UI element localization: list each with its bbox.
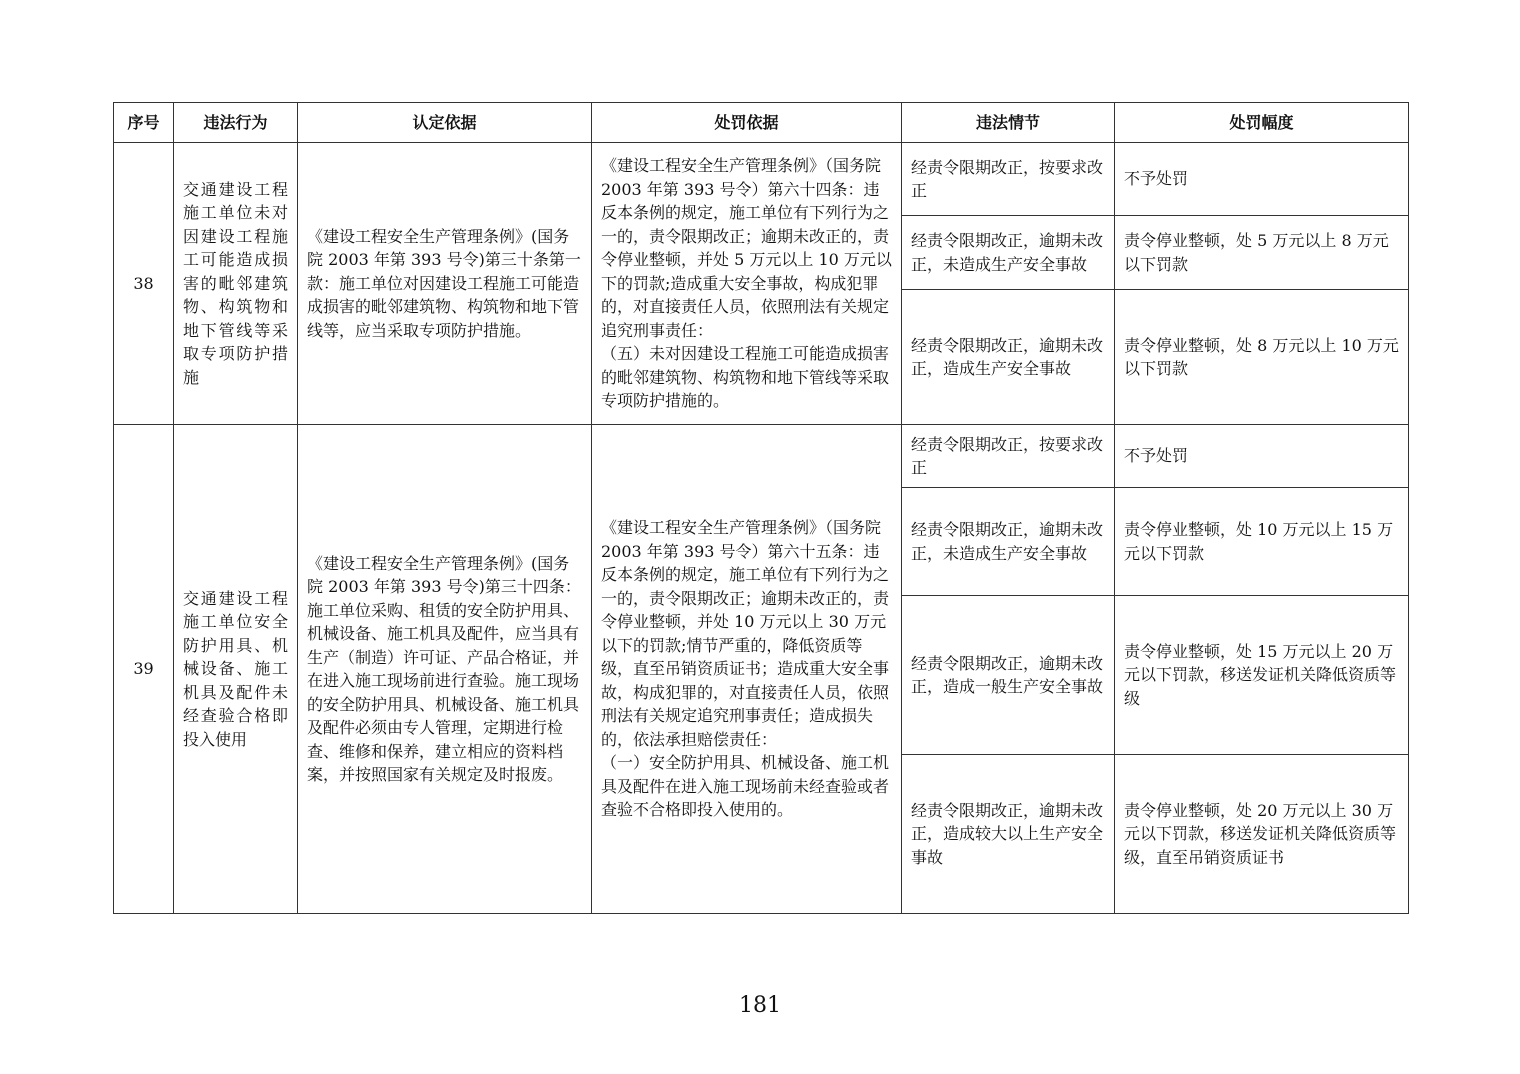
header-seq: 序号: [114, 103, 174, 143]
row-situation: 经责令限期改正，按要求改正: [902, 425, 1115, 488]
row-situation: 经责令限期改正，逾期未改正，未造成生产安全事故: [902, 488, 1115, 596]
table-header-row: [114, 103, 1409, 143]
row-situation: 经责令限期改正，逾期未改正，造成较大以上生产安全事故: [902, 755, 1115, 914]
row-situation: 经责令限期改正，按要求改正: [902, 143, 1115, 216]
row-penalty: 责令停业整顿，处 10 万元以上 15 万元以下罚款: [1115, 488, 1409, 596]
table-row: [114, 143, 1409, 216]
header-penalty-basis: 处罚依据: [592, 103, 902, 143]
header-basis: 认定依据: [298, 103, 592, 143]
table-row: [114, 425, 1409, 488]
page-number: 181: [739, 993, 781, 1018]
row-penalty: 责令停业整顿，处 5 万元以上 8 万元以下罚款: [1115, 216, 1409, 290]
row-basis: 《建设工程安全生产管理条例》(国务院 2003 年第 393 号令)第三十条第一款：施工单位对因建设工程施工可能造成损害的毗邻建筑物、构筑物和地下管线等，应当采取专项防护措施。: [298, 143, 592, 425]
row-situation: 经责令限期改正，逾期未改正，未造成生产安全事故: [902, 216, 1115, 290]
header-violation: 违法行为: [174, 103, 298, 143]
row-basis: 《建设工程安全生产管理条例》(国务院 2003 年第 393 号令)第三十四条：施工单位采购、租赁的安全防护用具、机械设备、施工机具及配件，应当具有生产（制造）许可证、产品合格证，并在进入施工现场前进行查验。施工现场的安全防护用具、机械设备、施工机具及配件必须由专人管理，定期进行检查、维修和保养，建立相应的资料档案，并按照国家有关规定及时报废。: [298, 425, 592, 914]
header-penalty-range: 处罚幅度: [1115, 103, 1409, 143]
row-penalty-basis: 《建设工程安全生产管理条例》（国务院 2003 年第 393 号令）第六十五条：违反本条例的规定，施工单位有下列行为之一的，责令限期改正；逾期未改正的，责令停业整顿，并处 10 万元以上 30 万元以下的罚款;情节严重的，降低资质等级，直至吊销资质证书；造成重大安全事故，构成犯罪的，对直接责任人员，依照刑法有关规定追究刑事责任；造成损失的，依法承担赔偿责任： （一）安全防护用具、机械设备、施工机具及配件在进入施工现场前未经查验或者查验不合格即投入使用的。: [592, 425, 902, 914]
row-penalty: 责令停业整顿，处 8 万元以上 10 万元以下罚款: [1115, 290, 1409, 425]
row-violation: 交通建设工程施工单位未对因建设工程施工可能造成损害的毗邻建筑物、构筑物和地下管线等采取专项防护措施: [174, 143, 298, 425]
row-seq: 39: [114, 425, 174, 914]
row-penalty: 责令停业整顿，处 15 万元以上 20 万元以下罚款，移送发证机关降低资质等级: [1115, 596, 1409, 755]
penalty-table: [113, 102, 1409, 914]
header-circumstances: 违法情节: [902, 103, 1115, 143]
row-seq: 38: [114, 143, 174, 425]
row-penalty: 不予处罚: [1115, 143, 1409, 216]
row-situation: 经责令限期改正，逾期未改正，造成一般生产安全事故: [902, 596, 1115, 755]
row-situation: 经责令限期改正，逾期未改正，造成生产安全事故: [902, 290, 1115, 425]
row-penalty-basis: 《建设工程安全生产管理条例》（国务院 2003 年第 393 号令）第六十四条：违反本条例的规定，施工单位有下列行为之一的，责令限期改正；逾期未改正的，责令停业整顿，并处 5 万元以上 10 万元以下的罚款;造成重大安全事故，构成犯罪的，对直接责任人员，依照刑法有关规定追究刑事责任： （五）未对因建设工程施工可能造成损害的毗邻建筑物、构筑物和地下管线等采取专项防护措施的。: [592, 143, 902, 425]
row-penalty: 不予处罚: [1115, 425, 1409, 488]
row-penalty: 责令停业整顿，处 20 万元以上 30 万元以下罚款，移送发证机关降低资质等级，直至吊销资质证书: [1115, 755, 1409, 914]
row-violation: 交通建设工程施工单位安全防护用具、机械设备、施工机具及配件未经查验合格即投入使用: [174, 425, 298, 914]
